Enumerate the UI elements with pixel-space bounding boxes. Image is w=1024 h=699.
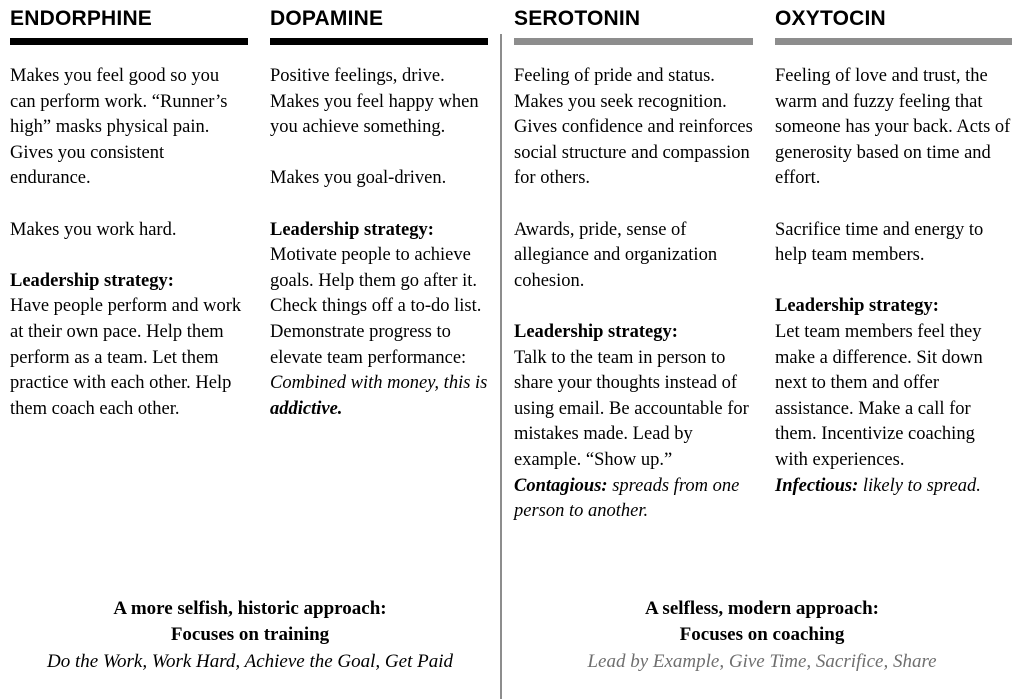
column-body-dopamine — [260, 64, 500, 525]
column-title-dopamine: DOPAMINE — [270, 7, 384, 30]
strategy-label: Leadership strategy: — [10, 270, 174, 291]
strategy-label: Leadership strategy: — [270, 219, 434, 240]
strategy-text: Have people perform and work at their own pace. Help them perform as a team. Let them practice with each other. Help them coach each other. — [10, 296, 242, 419]
strategy-emphasis-bold-italic: addictive. — [270, 398, 343, 419]
summary-right-subheading: Focuses on coaching — [679, 623, 845, 645]
summary-right-keywords: Lead by Example, Give Time, Sacrifice, Share — [587, 651, 937, 672]
strategy-emphasis-bold-italic: Infectious: — [775, 475, 859, 496]
strategy-emphasis-italic: spreads from one person to another. — [514, 475, 740, 522]
column-header-serotonin — [500, 0, 765, 52]
column-header-dopamine — [260, 0, 500, 52]
column-rule-dopamine — [270, 38, 488, 45]
description-paragraph: Feeling of pride and status. Makes you seek recognition. Gives confidence and reinforces social structure and compassion for others. — [514, 66, 753, 189]
effect-paragraph: Makes you work hard. — [10, 219, 177, 240]
strategy-text: Let team members feel they make a difference. Sit down next to them and offer assistance. Make a call for them. Incentivize coaching with experiences. — [775, 321, 983, 470]
description-paragraph: Feeling of love and trust, the warm and fuzzy feeling that someone has your back. Acts of generosity based on time and effort. — [775, 66, 1011, 189]
description-paragraph: Positive feelings, drive. Makes you feel happy when you achieve something. — [270, 66, 479, 138]
column-rule-oxytocin — [775, 38, 1012, 45]
strategy-text: Motivate people to achieve goals. Help them go after it. Check things off a to-do list. Demonstrate progress to elevate team performance: — [270, 245, 482, 368]
summary-left-subheading: Focuses on training — [170, 623, 330, 645]
column-title-endorphine: ENDORPHINE — [10, 7, 153, 30]
column-body-serotonin — [500, 64, 765, 525]
summary-left-keywords: Do the Work, Work Hard, Achieve the Goal, Get Paid — [47, 651, 453, 672]
summary-right — [500, 596, 1024, 675]
strategy-label: Leadership strategy: — [775, 296, 939, 317]
summary-left-heading: A more selfish, historic approach: — [113, 598, 387, 619]
strategy-paragraph — [270, 218, 488, 423]
column-bodies — [0, 52, 1024, 525]
strategy-text: Talk to the team in person to share your thoughts instead of using email. Be accountable for mistakes made. Lead by example. “Show up.” — [514, 347, 749, 470]
strategy-label: Leadership strategy: — [514, 321, 678, 342]
column-body-oxytocin — [765, 64, 1024, 525]
effect-paragraph: Makes you goal-driven. — [270, 168, 447, 189]
strategy-emphasis-bold-italic: Contagious: — [514, 475, 608, 496]
column-header-endorphine — [0, 0, 260, 52]
summary-right-heading: A selfless, modern approach: — [645, 598, 879, 619]
summary-left — [0, 596, 500, 675]
description-paragraph: Makes you feel good so you can perform work. “Runner’s high” masks physical pain. Gives you consistent endurance. — [10, 66, 228, 189]
strategy-paragraph — [514, 320, 753, 525]
column-header-oxytocin — [765, 0, 1024, 52]
column-body-endorphine — [0, 64, 260, 525]
strategy-paragraph — [775, 294, 1012, 499]
column-title-oxytocin: OXYTOCIN — [775, 7, 886, 30]
effect-paragraph: Awards, pride, sense of allegiance and organization cohesion. — [514, 219, 718, 291]
effect-paragraph: Sacrifice time and energy to help team members. — [775, 219, 984, 266]
strategy-emphasis-italic: Combined with money, this is — [270, 373, 488, 394]
strategy-paragraph — [10, 269, 248, 423]
column-headers — [0, 0, 1024, 52]
column-title-serotonin: SEROTONIN — [514, 7, 641, 30]
strategy-emphasis-italic: likely to spread. — [858, 475, 981, 496]
column-rule-endorphine — [10, 38, 248, 45]
column-rule-serotonin — [514, 38, 753, 45]
summary-footer — [0, 596, 1024, 675]
